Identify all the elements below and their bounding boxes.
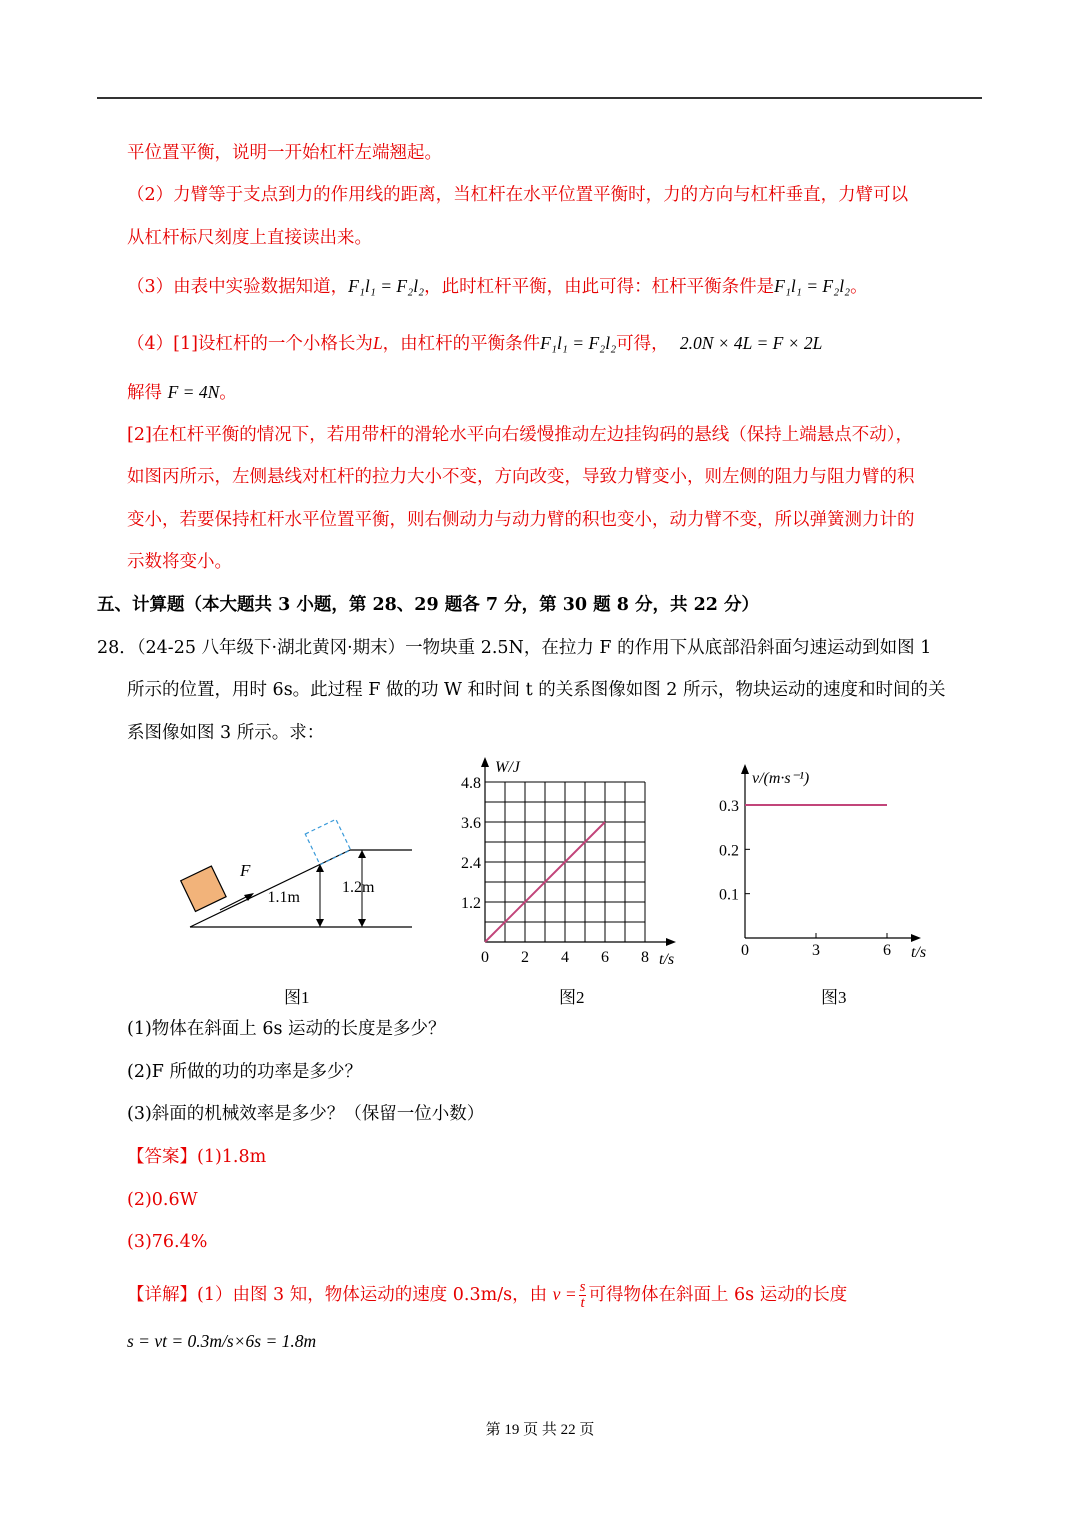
- text-line-2: （2）力臂等于支点到力的作用线的距离，当杠杆在水平位置平衡时，力的方向与杠杆垂直，力臂可以: [127, 185, 909, 205]
- y-axis-arrowhead: [481, 757, 489, 767]
- formula: F₁l₁ = F₂l₂: [774, 276, 851, 296]
- denominator: t: [580, 1295, 585, 1311]
- figure-3-velocity-time-chart: [710, 760, 940, 970]
- text-seg: 解得: [127, 383, 162, 403]
- sub-question-1: (1)物体在斜面上 6s 运动的长度是多少？: [127, 1019, 446, 1039]
- text-line-6: [127, 380, 237, 405]
- force-label: F: [240, 861, 251, 880]
- x-tick-label: 6: [883, 942, 891, 959]
- formula: F₁l₁ = F₂l₂: [540, 333, 617, 353]
- page-footer: 第 19 页 共 22 页: [485, 1422, 595, 1438]
- arrowhead: [358, 919, 366, 927]
- question-28-line-1: 28．（24-25 八年级下·湖北黄冈·期末）一物块重 2.5N，在拉力 F 的作用下从底部沿斜面匀速运动到如图 1: [97, 638, 932, 658]
- y-tick-label: 2.4: [461, 855, 481, 872]
- formula: s = vt = 0.3m/s×6s = 1.8m: [127, 1331, 317, 1351]
- figure-1-incline: [170, 810, 420, 940]
- figure-1-caption: 图1: [284, 988, 310, 1007]
- y-axis-label: W/J: [495, 759, 520, 776]
- block: [181, 866, 226, 911]
- y-tick-label: 3.6: [461, 815, 481, 832]
- formula: F₁l₁ = F₂l₂: [348, 276, 425, 296]
- text-line-1: 平位置平衡，说明一开始杠杆左端翘起。: [127, 143, 442, 163]
- y-tick-label: 0.2: [719, 842, 739, 860]
- x-tick-label: 4: [561, 949, 569, 966]
- text-seg: 可得物体在斜面上 6s 运动的长度: [588, 1285, 848, 1305]
- x-axis-arrowhead: [666, 938, 676, 946]
- text-line-7: [2]在杠杆平衡的情况下，若用带杆的滑轮水平向右缓慢推动左边挂钩码的悬线（保持上端悬点不动），: [127, 425, 914, 445]
- variable: L: [372, 333, 383, 353]
- x-axis-label: t/s: [911, 944, 927, 961]
- text-seg: （4）[1]设杠杆的一个小格长为: [127, 334, 373, 354]
- sub-question-2: (2)F 所做的功的功率是多少？: [127, 1062, 362, 1082]
- text-line-3: 从杠杆标尺刻度上直接读出来。: [127, 228, 372, 248]
- y-tick-label: 1.2: [461, 895, 481, 912]
- figure-3-caption: 图3: [821, 988, 847, 1007]
- text-seg: 可得，: [616, 334, 669, 354]
- height-2-label: 1.2m: [342, 879, 375, 896]
- text-seg: ，此时杠杆平衡，由此可得：杠杆平衡条件是: [424, 277, 775, 297]
- detail-line-1: [127, 1280, 847, 1311]
- x-tick-label: 8: [641, 949, 649, 966]
- numerator: s: [579, 1279, 586, 1295]
- section-heading: 五、计算题（本大题共 3 小题，第 28、29 题各 7 分，第 30 题 8 分，共 22 分）: [97, 595, 760, 615]
- y-tick-label: 4.8: [461, 775, 481, 792]
- y-axis-arrowhead: [741, 764, 749, 774]
- header-rule: [97, 97, 982, 99]
- question-28-line-3: 系图像如图 3 所示。求：: [127, 723, 325, 743]
- text-seg: 【详解】(1）由图 3 知，物体运动的速度 0.3m/s，由: [127, 1285, 548, 1305]
- sub-question-3: (3)斜面的机械效率是多少？（保留一位小数）: [127, 1104, 485, 1124]
- text-seg: 。: [219, 383, 237, 403]
- x-axis-label: t/s: [659, 951, 675, 968]
- text-line-8: 如图丙所示，左侧悬线对杠杆的拉力大小不变，方向改变，导致力臂变小，则左侧的阻力与阻力臂的积: [127, 467, 915, 487]
- question-28-line-2: 所示的位置，用时 6s。此过程 F 做的功 W 和时间 t 的关系图像如图 2 所示，物块运动的速度和时间的关: [127, 680, 946, 700]
- x-tick-label: 6: [601, 949, 609, 966]
- formula: 2.0N × 4L = F × 2L: [679, 333, 823, 353]
- height-1-label: 1.1m: [267, 889, 300, 906]
- y-tick-label: 0.1: [719, 886, 739, 904]
- text-seg: 。: [850, 277, 868, 297]
- detail-equation: [127, 1329, 316, 1354]
- text-line-5: [127, 331, 822, 356]
- y-axis-label: v/(m·s⁻¹): [752, 770, 810, 787]
- answer-1: 【答案】(1)1.8m: [127, 1147, 267, 1167]
- figure-2-work-time-chart: [450, 755, 690, 970]
- formula: F = 4N: [167, 382, 220, 402]
- y-tick-label: 0.3: [719, 798, 739, 815]
- text-line-4: [127, 274, 868, 299]
- block-dashed: [305, 819, 350, 864]
- figure-2-caption: 图2: [559, 988, 585, 1007]
- answer-3: (3)76.4%: [127, 1232, 208, 1252]
- text-line-10: 示数将变小。: [127, 552, 232, 572]
- x-tick-label: 2: [521, 949, 529, 966]
- arrowhead: [358, 850, 366, 858]
- x-tick-label: 0: [481, 949, 489, 966]
- text-line-9: 变小，若要保持杠杆水平位置平衡，则右侧动力与动力臂的积也变小，动力臂不变，所以弹簧测力计的: [127, 510, 915, 530]
- answer-2: (2)0.6W: [127, 1190, 198, 1210]
- x-axis-arrowhead: [911, 934, 921, 942]
- x-tick-label: 3: [812, 942, 820, 959]
- arrowhead: [316, 919, 324, 927]
- x-tick-label: 0: [741, 942, 749, 959]
- text-seg: （3）由表中实验数据知道，: [127, 277, 349, 297]
- text-seg: ，由杠杆的平衡条件: [382, 334, 541, 354]
- fraction: [579, 1280, 587, 1311]
- formula: v =: [552, 1284, 577, 1304]
